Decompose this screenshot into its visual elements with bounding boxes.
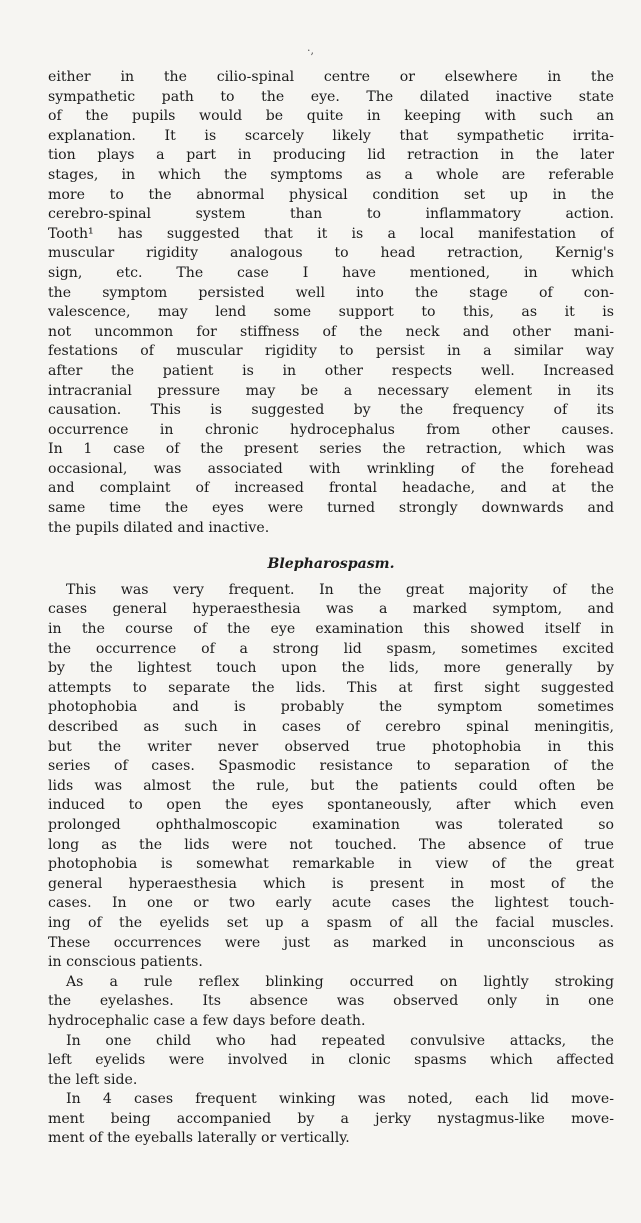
text-line: either in the cilio-spinal centre or elsewhere in the — [48, 69, 614, 85]
text-line: cases general hyperaesthesia was a marked symptom, and — [48, 601, 614, 618]
text-line: causation. This is suggested by the frequency of its — [48, 402, 614, 419]
text-line: induced to open the eyes spontaneously, after which even — [48, 797, 614, 814]
text-line: cerebro-spinal system than to inflammatory action. — [48, 206, 614, 223]
paragraph-clonic-spasms — [48, 1032, 614, 1091]
text-line: cases. In one or two early acute cases the lightest touch- — [48, 895, 614, 912]
text-line: tion plays a part in producing lid retraction in the later — [48, 147, 614, 164]
text-line: ment being accompanied by a jerky nystagmus-like move- — [48, 1110, 614, 1127]
paragraph-frequent-winking — [48, 1090, 614, 1149]
body-text — [48, 68, 614, 1149]
text-line: same time the eyes were turned strongly downwards and — [48, 500, 614, 517]
paragraph-blepharospasm — [48, 581, 614, 973]
text-line: sympathetic path to the eye. The dilated inactive state — [48, 88, 614, 105]
text-line: explanation. It is scarcely likely that sympathetic irrita- — [48, 127, 614, 144]
text-line: ment of the eyeballs laterally or vertically. — [48, 1130, 350, 1147]
paragraph-lid-retraction — [48, 68, 614, 538]
text-line: intracranial pressure may be a necessary element in its — [48, 382, 614, 399]
text-line: lids was almost the rule, but the patients could often be — [48, 777, 614, 794]
text-line: In 4 cases frequent winking was noted, each lid move- — [66, 1091, 614, 1108]
page-mark: ·, — [307, 44, 314, 57]
text-line: ing of the eyelids set up a spasm of all the facial muscles. — [48, 914, 614, 931]
text-line: photophobia and is probably the symptom sometimes — [48, 699, 614, 716]
text-line: in the course of the eye examination this showed itself in — [48, 621, 614, 638]
text-line: in conscious patients. — [48, 954, 203, 971]
text-line: the symptom persisted well into the stage of con- — [48, 284, 614, 301]
text-line: Tooth¹ has suggested that it is a local manifestation of — [48, 225, 614, 242]
text-line: occurrence in chronic hydrocephalus from other causes. — [48, 421, 614, 438]
text-line: left eyelids were involved in clonic spasms which affected — [48, 1052, 614, 1069]
text-line: These occurrences were just as marked in unconscious as — [48, 934, 614, 951]
text-line: the occurrence of a strong lid spasm, sometimes excited — [48, 640, 614, 657]
text-line: muscular rigidity analogous to head retraction, Kernig's — [48, 245, 614, 262]
text-line: prolonged ophthalmoscopic examination was tolerated so — [48, 816, 614, 833]
text-line: general hyperaesthesia which is present in most of the — [48, 875, 614, 892]
text-line: As a rule reflex blinking occurred on lightly stroking — [66, 973, 614, 990]
text-line: by the lightest touch upon the lids, more generally by — [48, 660, 614, 677]
text-line: This was very frequent. In the great majority of the — [66, 581, 614, 598]
text-line: after the patient is in other respects well. Increased — [48, 362, 614, 379]
text-line: festations of muscular rigidity to persist in a similar way — [48, 343, 614, 360]
text-line: valescence, may lend some support to this, as it is — [48, 304, 614, 321]
text-line: hydrocephalic case a few days before death. — [48, 1012, 366, 1029]
text-line: more to the abnormal physical condition set up in the — [48, 186, 614, 203]
text-line: stages, in which the symptoms as a whole are referable — [48, 166, 614, 183]
text-line: In 1 case of the present series the retraction, which was — [48, 441, 614, 458]
section-heading-blepharospasm: Blepharospasm. — [267, 556, 395, 573]
text-line: In one child who had repeated convulsive attacks, the — [66, 1032, 614, 1049]
text-line: of the pupils would be quite in keeping with such an — [48, 108, 614, 125]
text-line: occasional, was associated with wrinkling of the forehead — [48, 460, 614, 477]
text-line: series of cases. Spasmodic resistance to separation of the — [48, 758, 614, 775]
text-line: not uncommon for stiffness of the neck and other mani- — [48, 323, 614, 340]
text-line: long as the lids were not touched. The absence of true — [48, 836, 614, 853]
text-line: photophobia is somewhat remarkable in view of the great — [48, 856, 614, 873]
text-line: but the writer never observed true photophobia in this — [48, 738, 614, 755]
text-line: the left side. — [48, 1071, 138, 1088]
text-line: the eyelashes. Its absence was observed only in one — [48, 993, 614, 1010]
paragraph-reflex-blinking — [48, 973, 614, 1032]
text-line: attempts to separate the lids. This at first sight suggested — [48, 679, 614, 696]
text-line: and complaint of increased frontal headache, and at the — [48, 480, 614, 497]
text-line: sign, etc. The case I have mentioned, in which — [48, 264, 614, 281]
text-line: the pupils dilated and inactive. — [48, 519, 270, 536]
text-line: described as such in cases of cerebro spinal meningitis, — [48, 719, 614, 735]
